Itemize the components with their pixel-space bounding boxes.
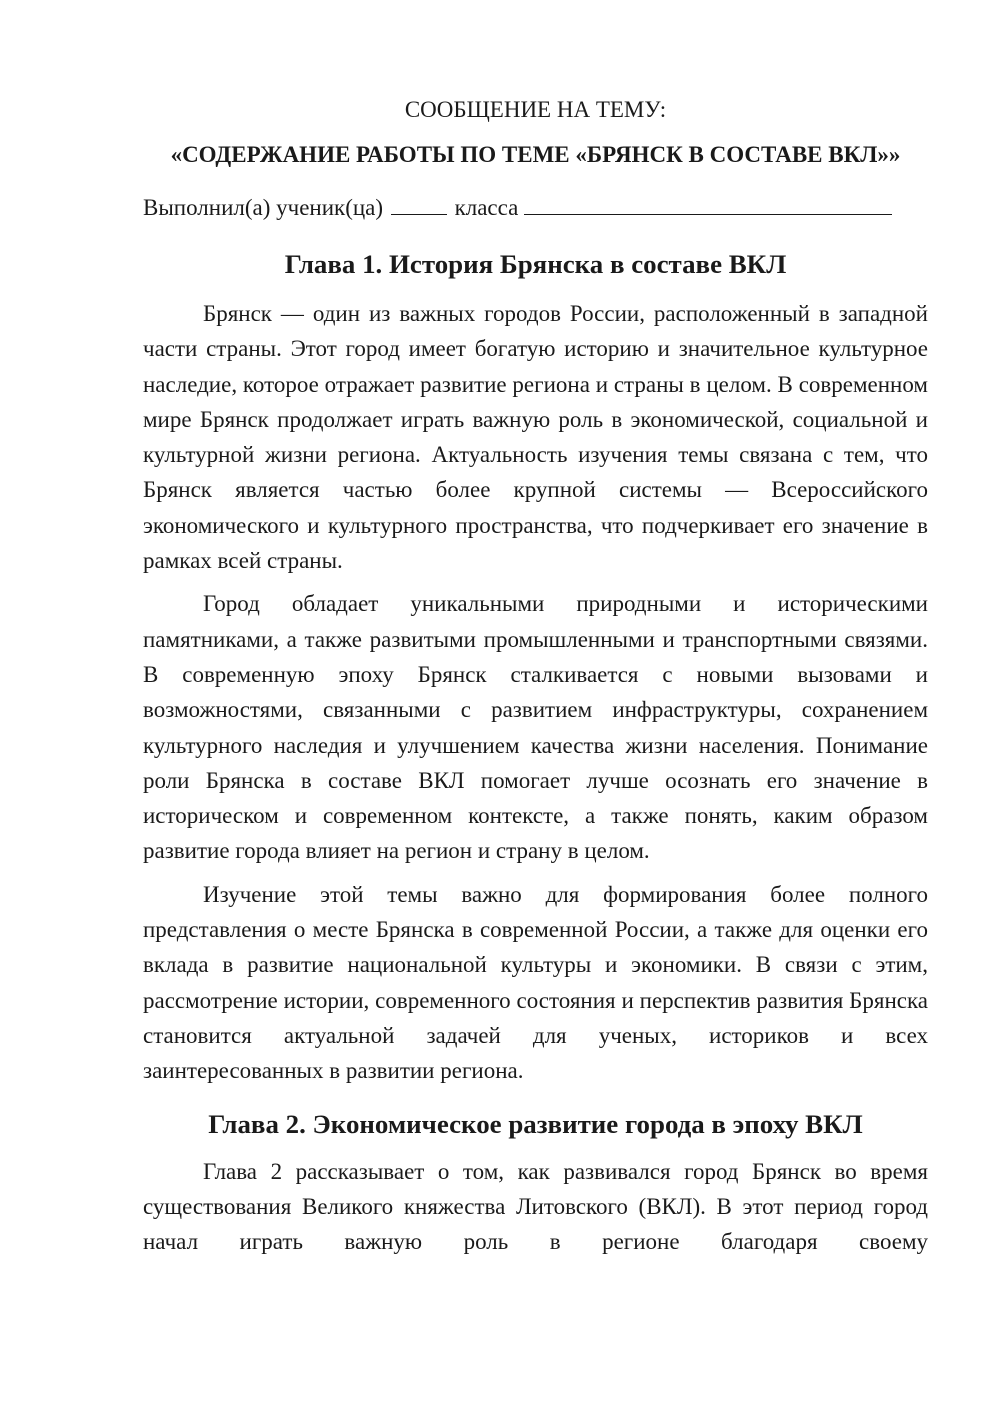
document-title: СООБЩЕНИЕ НА ТЕМУ: [404,97,667,122]
name-blank [524,190,892,215]
student-label: Выполнил(а) ученик(ца) [143,195,384,220]
grade-blank [391,190,447,215]
document-subtitle: «СОДЕРЖАНИЕ РАБОТЫ ПО ТЕМЕ «БРЯНСК В СОСТАВЕ ВКЛ»» [170,142,901,167]
chapter-1-paragraph-2: Город обладает уникальными природными и историческими памятниками, а также развитыми промышленными и транспортными связями. В современную эпоху Брянск сталкивается с новыми вызовами и возможностями, связанными с развитием инфраструктуры, сохранением культурного наследия и улучшением качества жизни населения. Понимание роли Брянска в составе ВКЛ помогает лучше осознать его значение в историческом и современном контексте, а также понять, каким образом развитие города влияет на регион и страну в целом. [143,591,928,864]
document-page [143,92,928,1259]
chapter-2-paragraph-1: Глава 2 рассказывает о том, как развивался город Брянск во время существования Великого княжества Литовского (ВКЛ). В этот период город начал играть важную роль в регионе благодаря своему [143,1158,928,1255]
class-label: класса [454,195,519,220]
chapter-1-heading: Глава 1. История Брянска в составе ВКЛ [284,249,787,279]
chapter-2-heading: Глава 2. Экономическое развитие города в эпоху ВКЛ [208,1108,863,1139]
chapter-1-paragraph-1: Брянск — один из важных городов России, расположенный в западной части страны. Этот город имеет богатую историю и значительное культурное наследие, которое отражает развитие региона и страны в целом. В современном мире Брянск продолжает играть важную роль в экономической, социальной и культурной жизни региона. Актуальность изучения темы связана с тем, что Брянск является частью более крупной системы — Всероссийского экономического и культурного пространства, что подчеркивает его значение в рамках всей страны. [143,301,928,574]
student-line [143,190,928,225]
chapter-1-paragraph-3: Изучение этой темы важно для формирования более полного представления о месте Брянска в современной России, а также для оценки его вклада в развитие национальной культуры и экономики. В связи с этим, рассмотрение истории, современного состояния и перспектив развития Брянска становится актуальной задачей для ученых, историков и всех заинтересованных в развитии региона. [143,881,928,1084]
